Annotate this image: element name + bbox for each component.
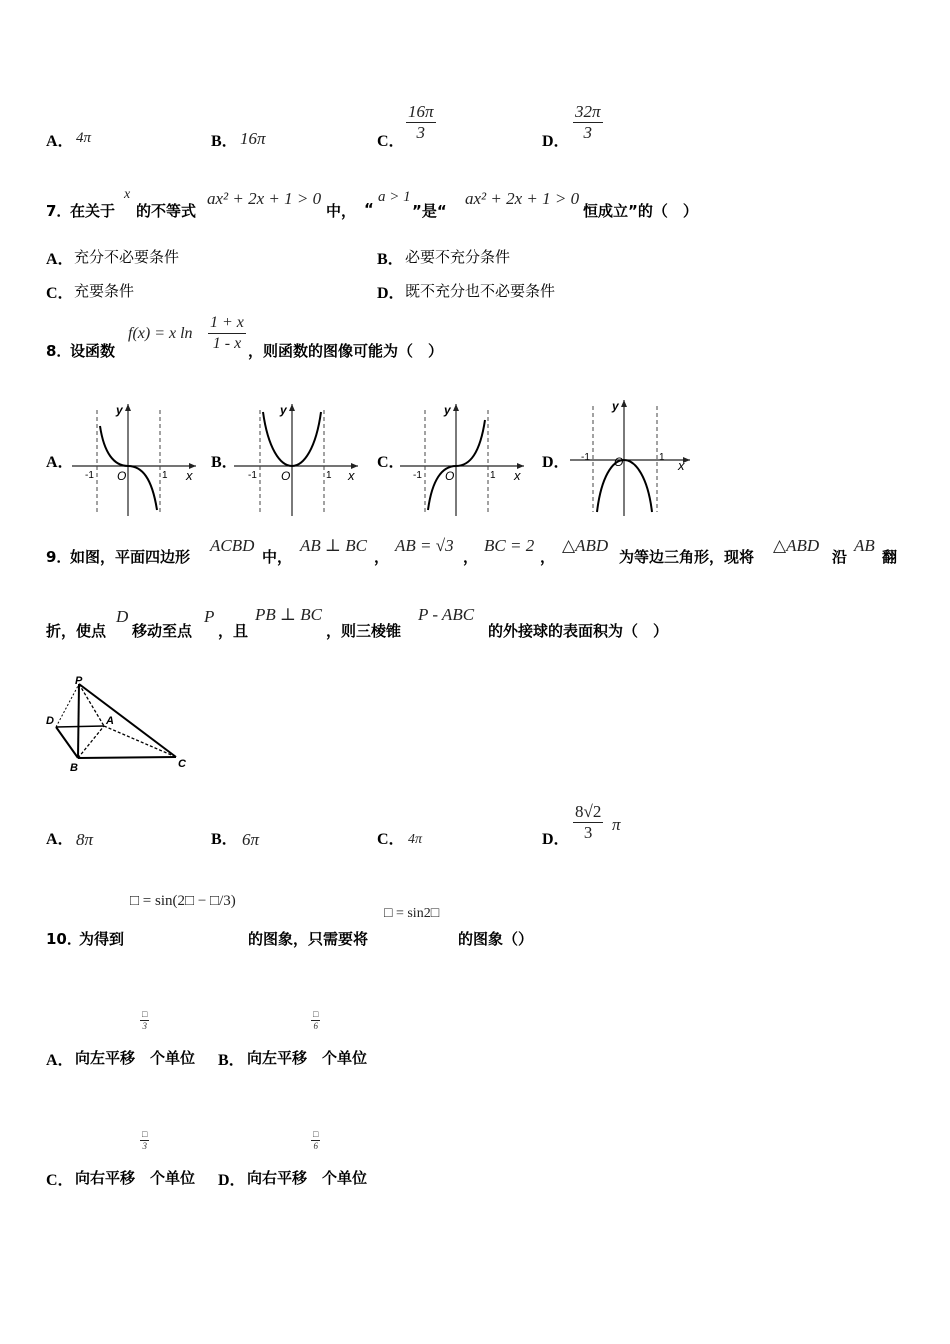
q6-option-d-denominator: 3 (583, 123, 593, 142)
q7-quote-mid: ”是“ (412, 202, 447, 220)
q9-option-d-label: D． (542, 831, 570, 848)
q10-option-c-text-1: 向右平移 (75, 1169, 136, 1187)
q10-option-c-denominator: 3 (142, 1141, 147, 1151)
q10-option-b-label: B． (218, 1052, 245, 1069)
y-label: y (116, 403, 123, 417)
q10-option-b-text-1: 向左平移 (247, 1049, 308, 1067)
q10-option-a-numerator: □ (142, 1009, 148, 1019)
q8-denominator: 1 - x (212, 335, 242, 352)
q9-option-d-pi: π (612, 815, 621, 834)
q9-comma-3: ， (540, 548, 556, 566)
q9-pyramid: P - ABC (418, 605, 475, 624)
q10-option-a-denominator: 3 (142, 1021, 147, 1031)
q6-option-c-fraction (406, 102, 436, 143)
q6-option-d-numerator: 32π (575, 102, 601, 121)
q10-option-c-text-2: 个单位 (150, 1169, 196, 1187)
q10-option-c-fraction (140, 1129, 149, 1152)
q7-option-c-text: 充要条件 (74, 282, 135, 300)
q10-option-c-numerator: □ (142, 1129, 148, 1139)
q9-text-6: 折，使点 (46, 622, 107, 640)
q8-text-2: ，则函数的图像可能为（ ） (248, 342, 444, 360)
q7-quote-open: “ (364, 200, 374, 218)
tick-neg-1: -1 (248, 470, 257, 481)
edge-dp (56, 684, 79, 727)
tick-neg-1: -1 (413, 470, 422, 481)
q7-option-a-text: 充分不必要条件 (74, 248, 180, 266)
q7-text-4: 恒成立”的（ ） (583, 202, 698, 220)
q8-option-d-label: D． (542, 454, 570, 471)
y-label: y (612, 399, 619, 413)
q9-acbd: ACBD (210, 536, 255, 555)
q6-option-c-denominator: 3 (416, 123, 426, 142)
edge-pa (79, 684, 104, 726)
q9-option-a-label: A． (46, 831, 74, 848)
origin-label: O (117, 469, 127, 483)
q10-option-d-label: D． (218, 1172, 246, 1189)
q10-option-d-text-1: 向右平移 (247, 1169, 308, 1187)
q10-option-b-numerator: □ (313, 1009, 319, 1019)
q9-option-c-label: C． (377, 831, 405, 848)
q10-text-1: 为得到 (79, 930, 125, 948)
tick-1: 1 (490, 470, 496, 481)
q9-option-d-denominator: 3 (583, 823, 593, 842)
q9-ab-length: AB = √3 (395, 536, 454, 555)
q9-option-d-numerator: 8√2 (575, 802, 602, 821)
q9-text-8: ，且 (218, 622, 249, 640)
q7-inequality: ax² + 2x + 1 > 0 (207, 189, 322, 208)
q10-target-function: □ = sin(2□ − □/3) (130, 893, 236, 909)
q6-option-c-label: C． (377, 133, 405, 150)
label-c: C (178, 758, 186, 770)
q10-option-d-numerator: □ (313, 1129, 319, 1139)
q9-ab: AB (854, 536, 875, 555)
q7-number: 7． (46, 202, 72, 220)
q9-text-7: 移动至点 (132, 622, 193, 640)
tick-1: 1 (326, 470, 332, 481)
q8-numerator: 1 + x (208, 313, 246, 334)
label-a: A (106, 715, 114, 727)
y-axis-arrow (621, 400, 627, 407)
origin-label: O (281, 469, 291, 483)
q10-text-2: 的图象，只需要将 (248, 930, 369, 948)
q10-option-d-denominator: 6 (313, 1141, 318, 1151)
q10-option-b-fraction (311, 1009, 320, 1032)
edge-da (56, 726, 104, 727)
q9-triangle: △ABD (562, 536, 609, 555)
q6-option-a-value: 4π (76, 130, 92, 146)
q10-option-a-fraction (140, 1009, 149, 1032)
q9-text-3: 为等边三角形，现将 (619, 548, 755, 566)
q10-text-3: 的图象（） (458, 930, 534, 948)
q8-option-b-label: B． (211, 454, 238, 471)
q7-text-2: 的不等式 (136, 202, 197, 220)
origin-label: O (445, 469, 455, 483)
q6-option-c-numerator: 16π (408, 102, 434, 121)
q8-option-a-label: A． (46, 454, 74, 471)
q6-option-a-label: A． (46, 133, 74, 150)
q9-option-d-fraction (573, 802, 603, 843)
q7-condition: a > 1 (378, 189, 411, 205)
q10-option-a-label: A． (46, 1052, 74, 1069)
q8-graph-a (72, 398, 202, 518)
y-axis-arrow (289, 404, 295, 411)
q7-option-c-label: C． (46, 285, 74, 302)
q7-option-d-text: 既不充分也不必要条件 (405, 282, 556, 300)
edge-db (56, 727, 78, 758)
tick-neg-1: -1 (581, 452, 590, 463)
q10-option-a-text-2: 个单位 (150, 1049, 196, 1067)
q9-option-b-label: B． (211, 831, 238, 848)
q6-option-b-label: B． (211, 133, 238, 150)
edge-pc (79, 684, 176, 757)
q7-text-1: 在关于 (70, 202, 116, 220)
q7-option-b-label: B． (377, 251, 404, 268)
q7-var-x: x (124, 187, 131, 202)
edge-ba (78, 726, 104, 758)
y-axis-arrow (453, 404, 459, 411)
q7-option-a-label: A． (46, 251, 74, 268)
label-d: D (46, 715, 54, 727)
q10-option-a-text-1: 向左平移 (75, 1049, 136, 1067)
q9-perp-2: PB ⊥ BC (255, 605, 322, 624)
q8-number: 8． (46, 342, 72, 360)
q9-point-d: D (116, 607, 129, 626)
q10-number: 10． (46, 930, 82, 948)
y-label: y (444, 403, 451, 417)
q9-text-10: 的外接球的表面积为（ ） (488, 622, 669, 640)
q7-text-3: 中， (326, 202, 357, 220)
q10-option-c-label: C． (46, 1172, 74, 1189)
q10-option-b-text-2: 个单位 (322, 1049, 368, 1067)
q9-option-a-value: 8π (76, 830, 94, 849)
q9-bc-length: BC = 2 (484, 536, 535, 555)
x-label: x (348, 468, 355, 483)
q9-option-b-value: 6π (242, 830, 260, 849)
q9-comma-2: ， (463, 548, 479, 566)
q9-text-9: ，则三棱锥 (326, 622, 402, 640)
tick-1: 1 (162, 470, 168, 481)
y-label: y (280, 403, 287, 417)
tick-neg-1: -1 (85, 470, 94, 481)
q8-option-c-label: C． (377, 454, 405, 471)
q9-option-c-value: 4π (408, 832, 423, 847)
q10-source-function: □ = sin2□ (384, 906, 440, 921)
x-label: x (186, 468, 193, 483)
q9-text-4: 沿 (832, 548, 848, 566)
q8-text-1: 设函数 (70, 342, 116, 360)
origin-label: O (614, 455, 624, 469)
q6-option-d-label: D． (542, 133, 570, 150)
q8-graph-c (400, 398, 530, 518)
q8-log-fraction (208, 313, 246, 354)
x-label: x (678, 458, 685, 473)
q9-triangle-2: △ABD (773, 536, 820, 555)
q9-text-5: 翻 (882, 548, 898, 566)
q9-point-p: P (204, 607, 215, 626)
q7-option-b-text: 必要不充分条件 (405, 248, 511, 266)
q10-option-d-text-2: 个单位 (322, 1169, 368, 1187)
q9-perp-1: AB ⊥ BC (300, 536, 367, 555)
y-axis-arrow (125, 404, 131, 411)
q10-option-b-denominator: 6 (313, 1021, 318, 1031)
q9-figure (44, 672, 194, 776)
q10-option-d-fraction (311, 1129, 320, 1152)
edge-bc (78, 757, 176, 758)
q7-option-d-label: D． (377, 285, 405, 302)
label-b: B (70, 762, 78, 774)
edge-pb (78, 684, 79, 758)
q6-option-b-value: 16π (240, 129, 266, 148)
q8-graph-d (566, 394, 696, 518)
q7-inequality-2: ax² + 2x + 1 > 0 (465, 189, 580, 208)
q9-comma-1: ， (374, 548, 390, 566)
q9-text-1: 如图，平面四边形 (70, 548, 191, 566)
label-p: P (75, 675, 83, 687)
q6-option-d-fraction (573, 102, 603, 143)
q8-function: f(x) = x ln (128, 325, 193, 342)
q9-text-2: 中， (262, 548, 293, 566)
q8-graph-b (234, 398, 364, 518)
tick-1: 1 (659, 452, 665, 463)
q9-number: 9． (46, 548, 72, 566)
x-label: x (514, 468, 521, 483)
